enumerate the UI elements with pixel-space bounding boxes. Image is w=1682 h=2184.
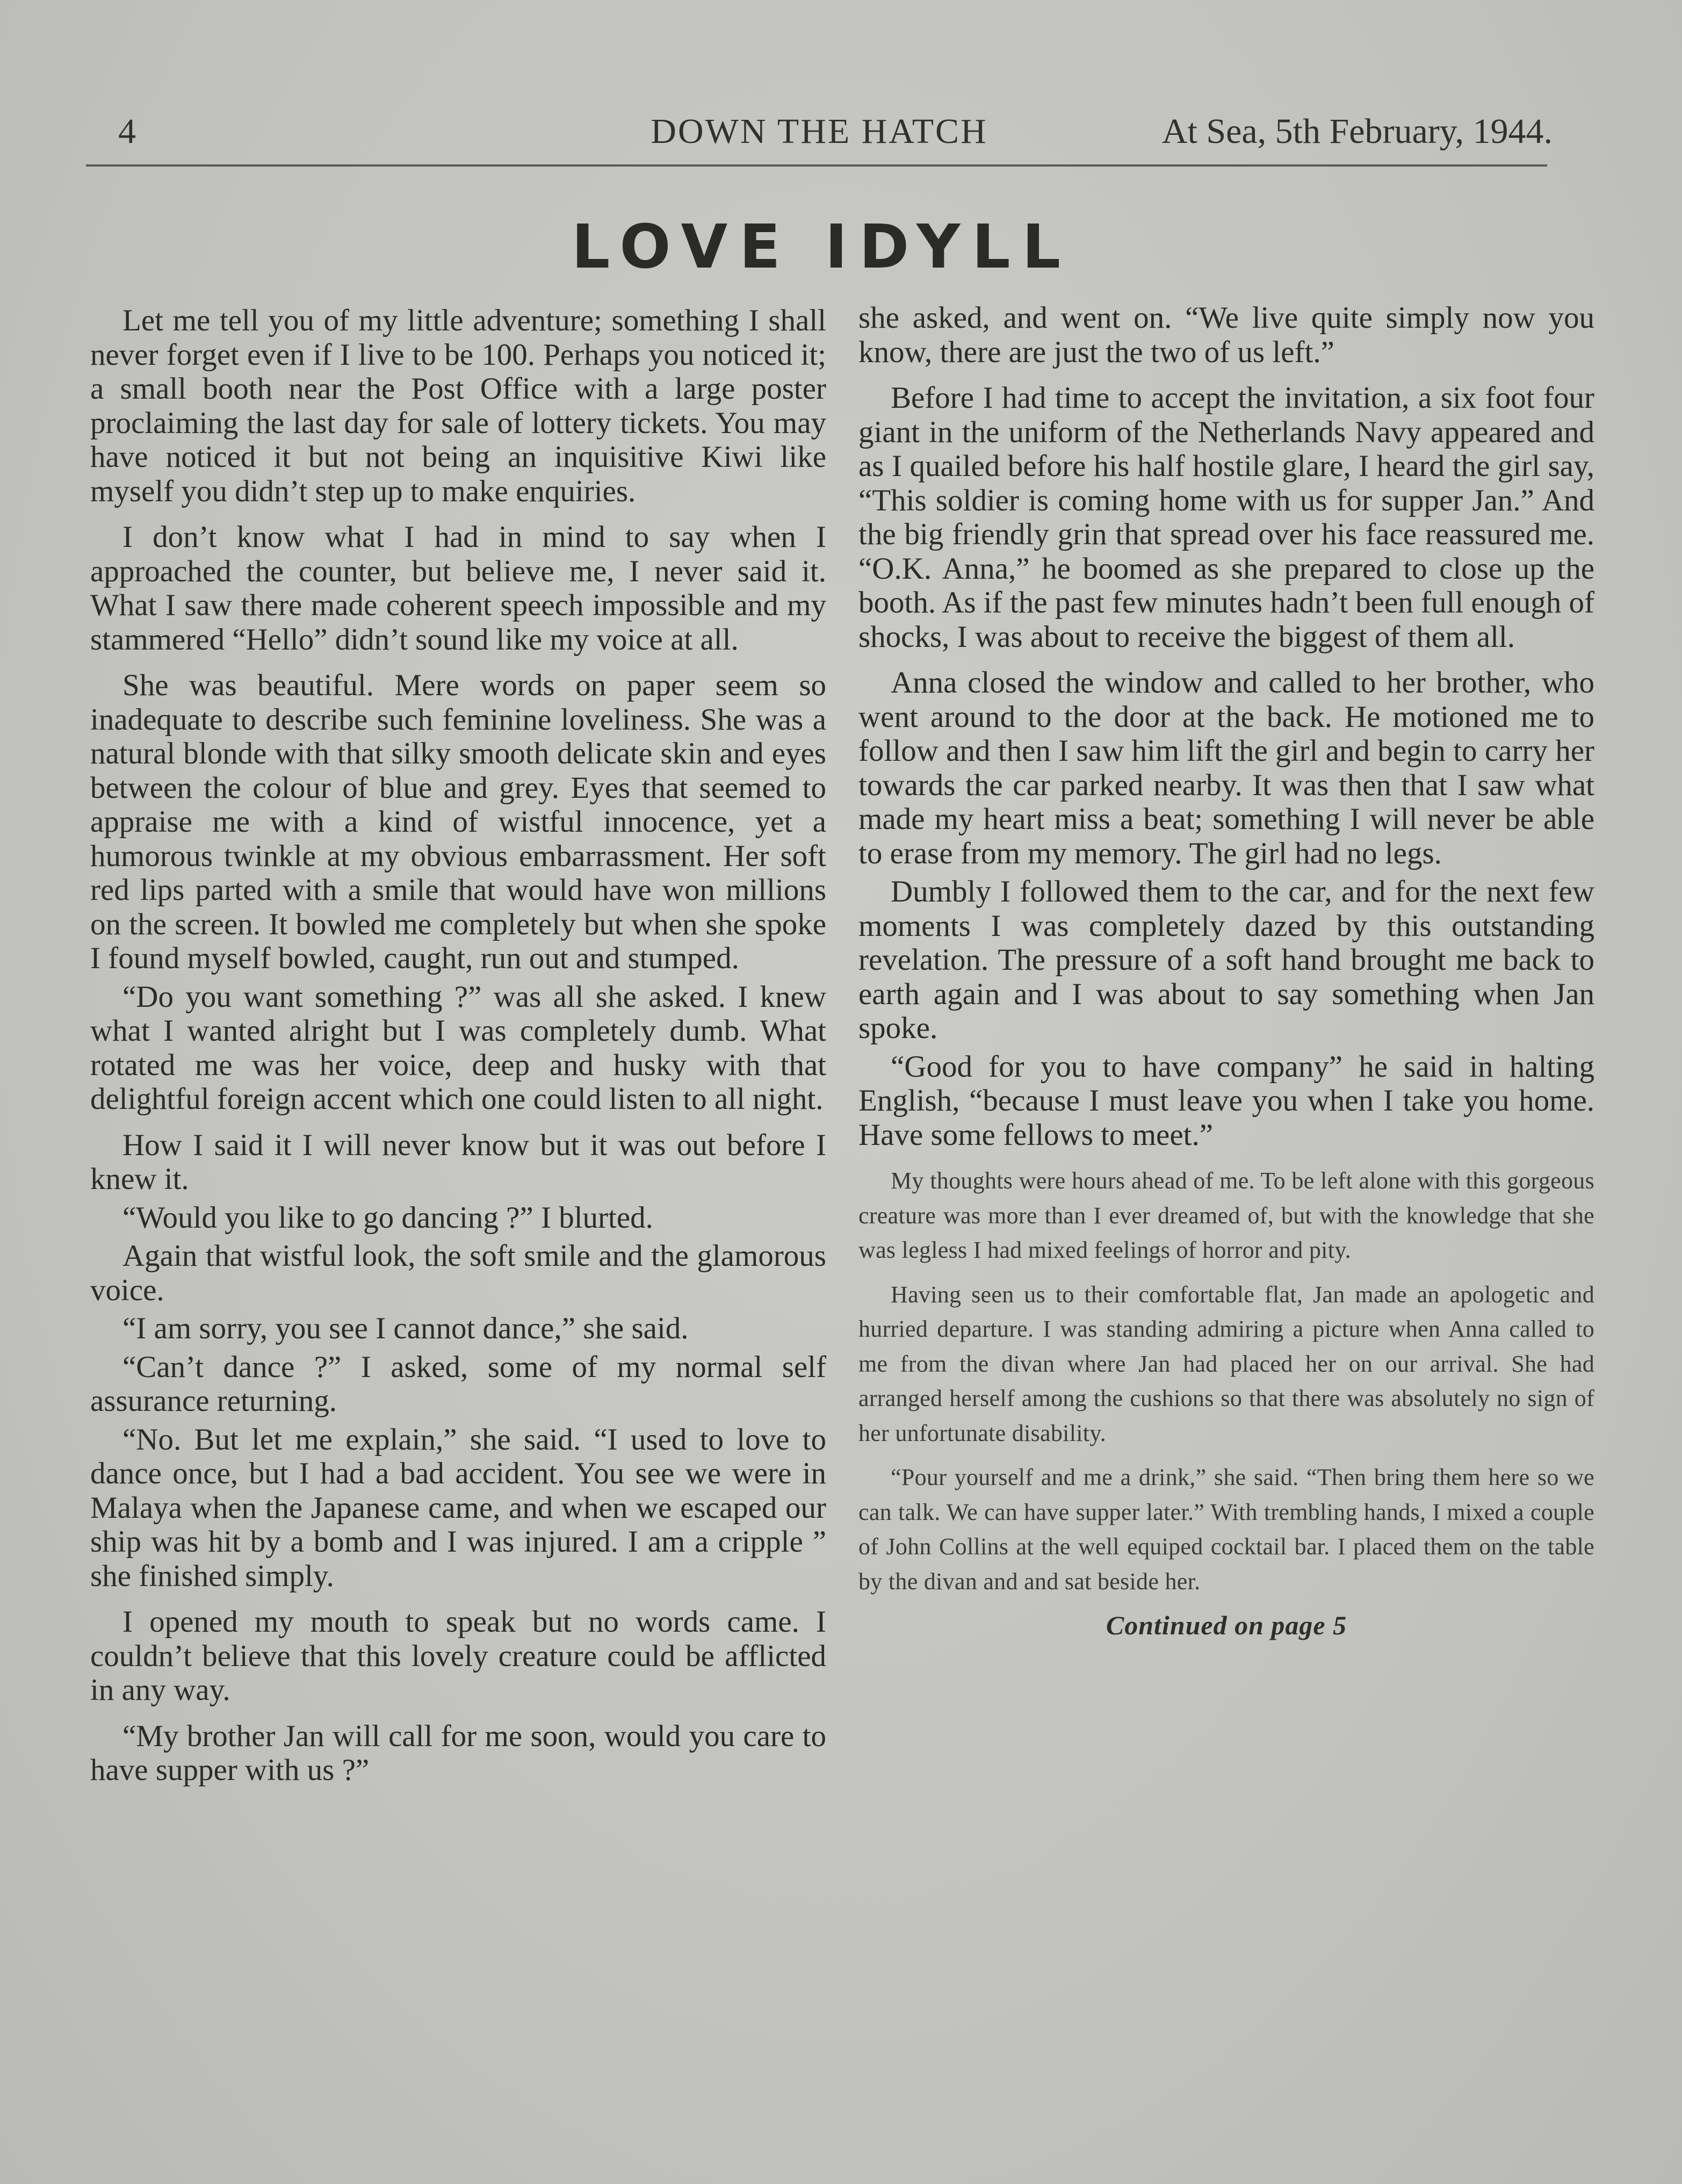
paragraph: “Pour yourself and me a drink,” she said. “Then bring them here so we can talk. We can have supper later.” With trembling hands, I mixed a couple of John Collins at the well equiped cocktail bar. I placed them on the table by the divan and and sat beside her. (858, 1464, 1594, 1595)
paragraph: My thoughts were hours ahead of me. To be left alone with this gorgeous creature was more than I ever dreamed of, but with the knowledge that she was legless I had mixed feelings of horror and pity. (858, 1167, 1594, 1263)
paragraph: “No. But let me explain,” she said. “I used to love to dance once, but I had a bad accident. You see we were in Malaya when the Japanese came, and when we escaped our ship was hit by a bomb and I was injured. I am a cripple ” she finished simply. (90, 1422, 826, 1593)
paragraph: “I am sorry, you see I cannot dance,” she said. (122, 1311, 689, 1345)
masthead (86, 102, 1553, 161)
paragraph: How I said it I will never know but it was out before I knew it. (90, 1128, 826, 1196)
header-rule (86, 164, 1547, 167)
paragraph: Dumbly I followed them to the car, and for the next few moments I was completely dazed by this outstanding revelation. The pressure of a soft hand brought me back to earth again and I was about to say something when Jan spoke. (858, 875, 1594, 1045)
publication-name: DOWN THE HATCH (651, 112, 988, 151)
paragraph: she asked, and went on. “We live quite simply now you know, there are just the two of us left.” (858, 301, 1594, 369)
paragraph: “Do you want something ?” was all she asked. I knew what I wanted alright but I was completely dumb. What rotated me was her voice, deep and husky with that delightful foreign accent which one could listen to all night. (90, 979, 826, 1116)
right-column (858, 301, 1594, 1643)
paragraph: Having seen us to their comfortable flat, Jan made an apologetic and hurried departure. I was standing admiring a picture when Anna called to me from the divan where Jan had placed her on our arrival. She had arranged herself among the cushions so that there was absolutely no sign of her unfortunate disability. (858, 1281, 1594, 1446)
article-title: LOVE IDYLL (571, 212, 1073, 282)
page-number: 4 (118, 112, 136, 151)
paragraph: I opened my mouth to speak but no words came. I couldn’t believe that this lovely creature could be afflicted in any way. (90, 1605, 826, 1707)
paragraph: Again that wistful look, the soft smile and the glamorous voice. (90, 1239, 826, 1307)
paragraph: “Can’t dance ?” I asked, some of my normal self assurance returning. (90, 1350, 826, 1418)
dateline: At Sea, 5th February, 1944. (1161, 112, 1553, 151)
paragraph: “Would you like to go dancing ?” I blurted. (122, 1200, 653, 1235)
paragraph: Let me tell you of my little adventure; something I shall never forget even if I live to be 100. Perhaps you noticed it; a small booth near the Post Office with a large poster proclaiming the last day for sale of lottery tickets. You may have noticed it but not being an inquisitive Kiwi like myself you didn’t step up to make enquiries. (90, 304, 826, 508)
paragraph: Before I had time to accept the invitation, a six foot four giant in the uniform of the Netherlands Navy appeared and as I quailed before his half hostile glare, I heard the girl say, “This soldier is coming home with us for supper Jan.” And the big friendly grin that spread over his face reassured me. “O.K. Anna,” he boomed as she prepared to close up the booth. As if the past few minutes hadn’t been full enough of shocks, I was about to receive the biggest of them all. (858, 381, 1594, 654)
paragraph: “My brother Jan will call for me soon, would you care to have supper with us ?” (90, 1719, 826, 1787)
continued-note: Continued on page 5 (1106, 1610, 1347, 1640)
left-column (90, 304, 826, 1799)
paragraph: She was beautiful. Mere words on paper seem so inadequate to describe such feminine loveliness. She was a natural blonde with that silky smooth delicate skin and eyes between the colour of blue and grey. Eyes that seemed to appraise me with a kind of wistful innocence, yet a humorous twinkle at my obvious embarrassment. Her soft red lips parted with a smile that would have won millions on the screen. It bowled me completely but when she spoke I found myself bowled, caught, run out and stumped. (90, 668, 826, 975)
paragraph: I don’t know what I had in mind to say when I approached the counter, but believe me, I never said it. What I saw there made coherent speech impossible and my stammered “Hello” didn’t sound like my voice at all. (90, 520, 826, 657)
paragraph: “Good for you to have company” he said in halting English, “because I must leave you when I take you home. Have some fellows to meet.” (858, 1049, 1594, 1152)
paragraph: Anna closed the window and called to her brother, who went around to the door at the back. He motioned me to follow and then I saw him lift the girl and begin to carry her towards the car parked nearby. It was then that I saw what made my heart miss a beat; something I will never be able to erase from my memory. The girl had no legs. (858, 666, 1594, 870)
